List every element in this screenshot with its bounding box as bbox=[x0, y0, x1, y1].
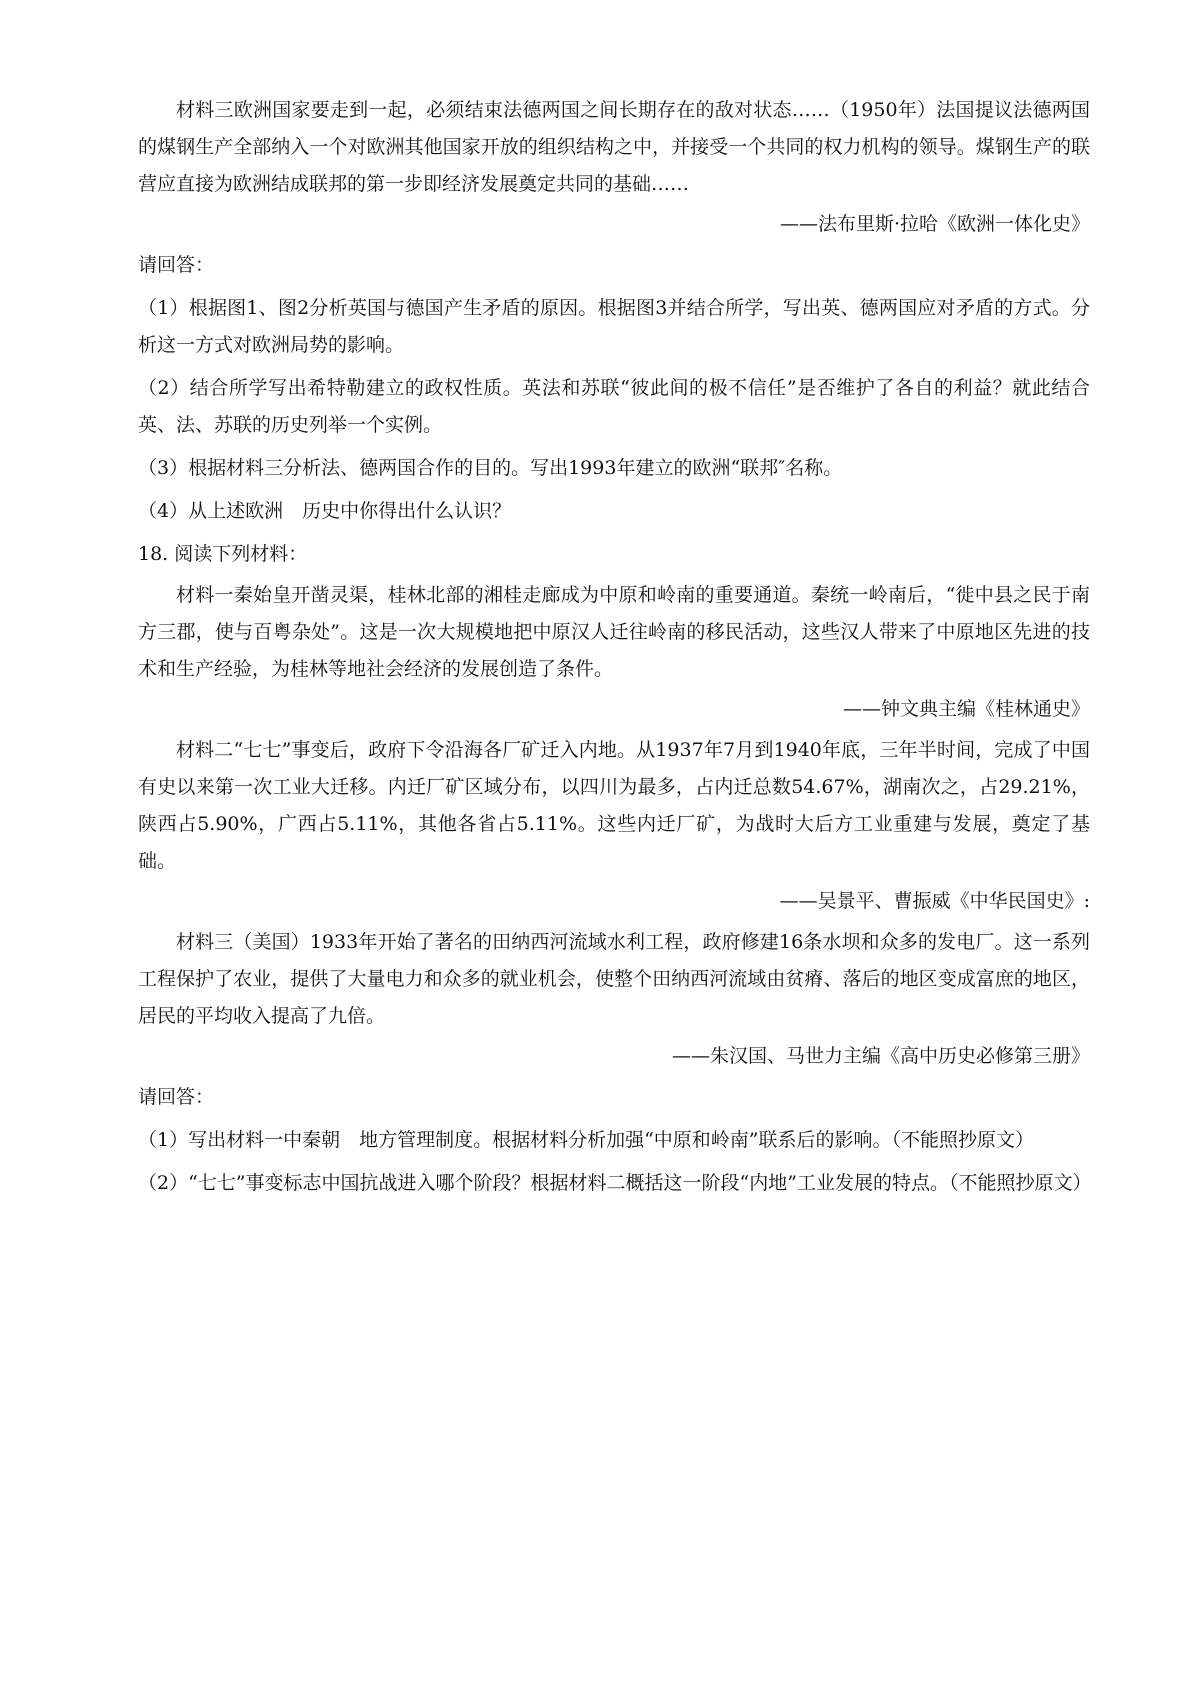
q17-sub-question-1: （1）根据图1、图2分析英国与德国产生矛盾的原因。根据图3并结合所学，写出英、德两国应对矛盾的方式。分析这一方式对欧洲局势的影响。 bbox=[138, 297, 1090, 356]
q18-material1-text: 材料一秦始皇开凿灵渠，桂林北部的湘桂走廊成为中原和岭南的重要通道。秦统一岭南后，“徙中县之民于南方三郡，使与百粤杂处”。这是一次大规模地把中原汉人迁往岭南的移民活动，这些汉人带来了中原地区先进的技术和生产经验，为桂林等地社会经济的发展创造了条件。 bbox=[138, 584, 1090, 680]
q18-sub-question-1: （1）写出材料一中秦朝 地方管理制度。根据材料分析加强“中原和岭南”联系后的影响。（不能照抄原文） bbox=[138, 1129, 1035, 1151]
q17-sub-question-4: （4）从上述欧洲 历史中你得出什么认识？ bbox=[138, 500, 512, 522]
q18-answer-prompt: 请回答： bbox=[138, 1086, 215, 1108]
q18-material3-source: ——朱汉国、马世力主编《高中历史必修第三册》 bbox=[671, 1045, 1090, 1067]
q18-sub-question-2: （2）“七七”事变标志中国抗战进入哪个阶段？根据材料二概括这一阶段“内地”工业发展的特点。（不能照抄原文） bbox=[138, 1172, 1092, 1194]
q18-material2-text: 材料二“七七”事变后，政府下令沿海各厂矿迁入内地。从1937年7月到1940年底，三年半时间，完成了中国有史以来第一次工业大迁移。内迁厂矿区域分布，以四川为最多，占内迁总数54.67%，湖南次之，占29.21%，陕西占5.90%，广西占5.11%，其他各省占5.11%。这些内迁厂矿，为战时大后方工业重建与发展，奠定了基础。 bbox=[138, 739, 1090, 872]
q18-heading: 18. 阅读下列材料： bbox=[138, 543, 308, 565]
q17-answer-prompt: 请回答： bbox=[138, 254, 215, 276]
q18-material3-text: 材料三（美国）1933年开始了著名的田纳西河流域水利工程，政府修建16条水坝和众多的发电厂。这一系列工程保护了农业，提供了大量电力和众多的就业机会，使整个田纳西河流域由贫瘠、落后的地区变成富庶的地区，居民的平均收入提高了九倍。 bbox=[138, 931, 1090, 1027]
q17-material3-text: 材料三欧洲国家要走到一起，必须结束法德两国之间长期存在的敌对状态……（1950年）法国提议法德两国的煤钢生产全部纳入一个对欧洲其他国家开放的组织结构之中，并接受一个共同的权力机构的领导。煤钢生产的联营应直接为欧洲结成联邦的第一步即经济发展奠定共同的基础…… bbox=[138, 99, 1090, 195]
q17-material3-source: ——法布里斯·拉哈《欧洲一体化史》 bbox=[779, 213, 1090, 235]
q18-material2-source: ——吴景平、曹振威《中华民国史》: bbox=[779, 890, 1090, 912]
q18-material1-source: ——钟文典主编《桂林通史》 bbox=[842, 698, 1090, 720]
q17-sub-question-2: （2）结合所学写出希特勒建立的政权性质。英法和苏联“彼此间的极不信任”是否维护了各自的利益？就此结合英、法、苏联的历史列举一个实例。 bbox=[138, 377, 1090, 436]
document-content bbox=[138, 92, 1090, 1202]
q17-sub-question-3: （3）根据材料三分析法、德两国合作的目的。写出1993年建立的欧洲“联邦″名称。 bbox=[138, 457, 843, 479]
